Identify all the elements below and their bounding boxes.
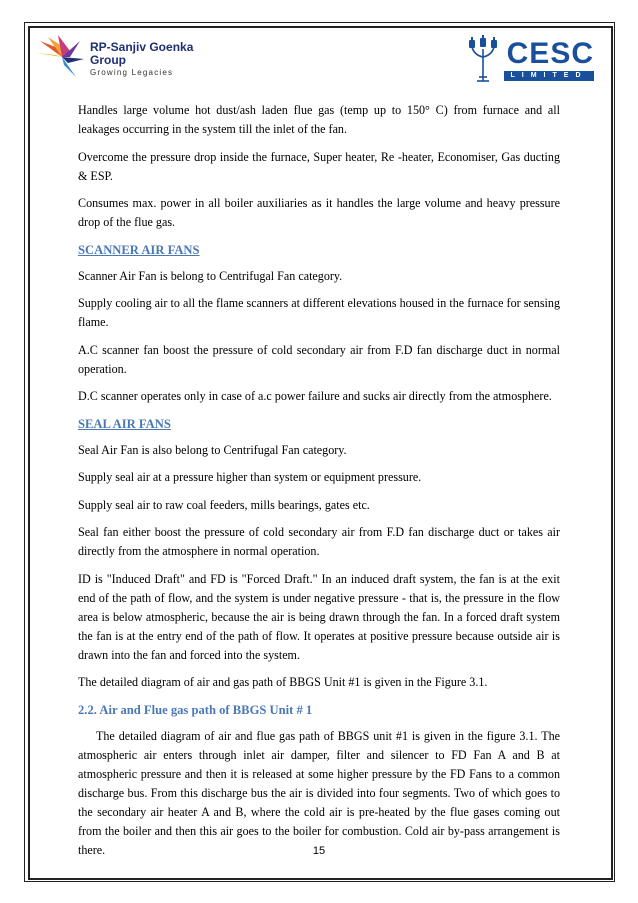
paragraph: Consumes max. power in all boiler auxiliaries as it handles the large volume and heavy pressure drop of the flue gas. xyxy=(78,196,560,229)
rp-name: RP-Sanjiv Goenka xyxy=(90,40,194,54)
rp-sanjiv-goenka-logo-icon xyxy=(36,35,88,79)
cesc-limited-label: LIMITED xyxy=(504,71,594,81)
paragraph: Scanner Air Fan is belong to Centrifugal Fan category. xyxy=(78,268,343,283)
page-header xyxy=(36,33,598,85)
heading-scanner-air-fans: SCANNER AIR FANS xyxy=(78,242,200,257)
paragraph: Supply seal air at a pressure higher than system or equipment pressure. xyxy=(78,470,422,484)
paragraph: Supply seal air to raw coal feeders, mills bearings, gates etc. xyxy=(78,497,370,512)
paragraph: Handles large volume hot dust/ash laden flue gas (temp up to 150° C) from furnace and all leakages occurring in the system till the inlet of the fan. xyxy=(78,103,560,136)
paragraph: The detailed diagram of air and flue gas path of BBGS unit #1 is given in the figure 3.1. The atmospheric air enters through inlet air damper, filter and silencer to FD Fan A and B at atmospheric pressure and then it is released at some higher pressure by the FD Fans to a common discharge bus. From this discharge bus the air is divided into four segments. Two of which goes to the secondary air heater A and B, where the cold air is pre-heated by the flue gases coming out from the boiler and then this air goes to the boiler for combustion. Cold air by-pass arrangement is there. xyxy=(78,728,560,857)
paragraph: A.C scanner fan boost the pressure of cold secondary air from F.D fan discharge duct in normal operation. xyxy=(78,342,560,376)
heading-seal-air-fans: SEAL AIR FANS xyxy=(78,416,171,431)
paragraph: Seal fan either boost the pressure of cold secondary air from F.D fan discharge duct or takes air directly from the atmosphere in normal operation. xyxy=(78,525,560,558)
paragraph: Overcome the pressure drop inside the furnace, Super heater, Re -heater, Economiser, Gas ducting & ESP. xyxy=(78,149,560,183)
document-body xyxy=(78,101,560,868)
page-number: 15 xyxy=(312,845,326,857)
rp-group: Group xyxy=(90,53,126,67)
paragraph: The detailed diagram of air and gas path of BBGS Unit #1 is given in the Figure 3.1. xyxy=(78,675,488,689)
heading-section-2-2: 2.2. Air and Flue gas path of BBGS Unit # 1 xyxy=(78,702,313,717)
rp-tagline: Growing Legacies xyxy=(90,68,174,77)
cesc-lamp-post-icon xyxy=(466,35,500,83)
paragraph: Seal Air Fan is also belong to Centrifugal Fan category. xyxy=(78,442,347,457)
paragraph: D.C scanner operates only in case of a.c power failure and sucks air directly from the atmosphere. xyxy=(78,389,552,403)
paragraph: ID is "Induced Draft" and FD is "Forced Draft." In an induced draft system, the fan is at the exit end of the path of flow, and the system is under negative pressure - that is, the pressure in the flow area is below atmospheric, because the air is being drawn through the fan. In a forced draft system the fan is at the entry end of the path of flow. It operates at positive pressure because outside air is drawn into the fan and forced into the system. xyxy=(78,571,560,662)
cesc-logo-wordmark: CESC xyxy=(506,37,594,70)
paragraph: Supply cooling air to all the flame scanners at different elevations housed in the furnace for sensing flame. xyxy=(78,296,560,329)
